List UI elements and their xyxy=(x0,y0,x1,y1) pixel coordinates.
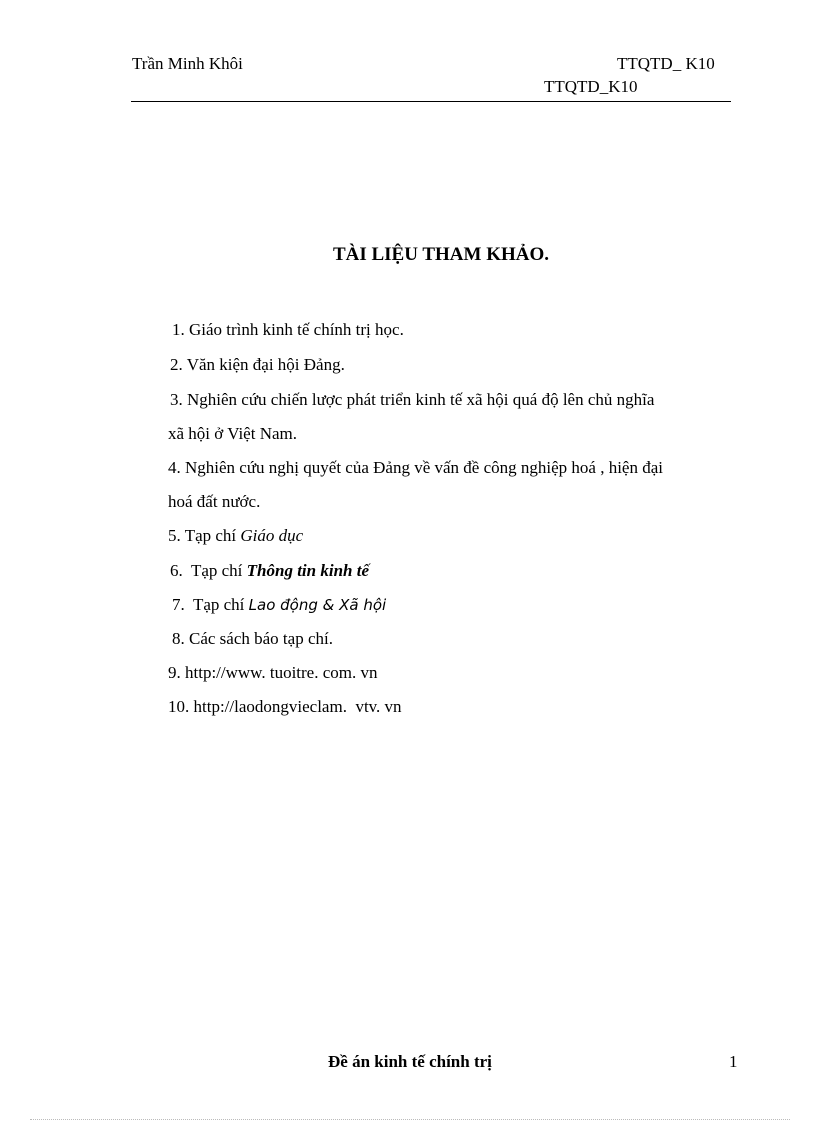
page-bottom-dotted-line xyxy=(30,1119,790,1120)
list-item-continuation: xã hội ở Việt Nam. xyxy=(168,424,297,443)
list-item: 8. Các sách báo tạp chí. xyxy=(172,629,333,648)
list-item: 4. Nghiên cứu nghị quyết của Đảng về vấn đề công nghiệp hoá , hiện đại xyxy=(168,458,663,477)
list-item: 10. http://laodongvieclam. vtv. vn xyxy=(168,697,402,716)
list-item: 9. http://www. tuoitre. com. vn xyxy=(168,663,378,682)
journal-name: Giáo dục xyxy=(240,526,304,545)
header-class-code: TTQTD_ K10 xyxy=(617,54,715,73)
list-item-prefix: 6. Tạp chí xyxy=(170,561,247,580)
header-class-code-2: TTQTD_K10 xyxy=(544,77,638,96)
header-rule xyxy=(131,101,731,102)
list-item-continuation: hoá đất nước. xyxy=(168,492,261,511)
journal-name: Thông tin kinh tế xyxy=(246,561,370,580)
list-item xyxy=(170,561,369,581)
list-item: 1. Giáo trình kinh tế chính trị học. xyxy=(172,320,404,339)
list-item: 3. Nghiên cứu chiến lược phát triển kinh tế xã hội quá độ lên chủ nghĩa xyxy=(170,390,655,409)
journal-name: Lao động & Xã hội xyxy=(248,596,387,614)
list-item-prefix: 5. Tạp chí xyxy=(168,526,241,545)
page-number: 1 xyxy=(729,1052,738,1071)
list-item: 2. Văn kiện đại hội Đảng. xyxy=(170,355,345,374)
footer-title: Đề án kinh tế chính trị xyxy=(328,1052,492,1071)
header-author: Trần Minh Khôi xyxy=(132,54,243,73)
list-item-prefix: 7. Tạp chí xyxy=(172,595,249,614)
list-item xyxy=(172,595,386,615)
list-item xyxy=(168,526,303,546)
page-title: TÀI LIỆU THAM KHẢO. xyxy=(332,244,550,265)
